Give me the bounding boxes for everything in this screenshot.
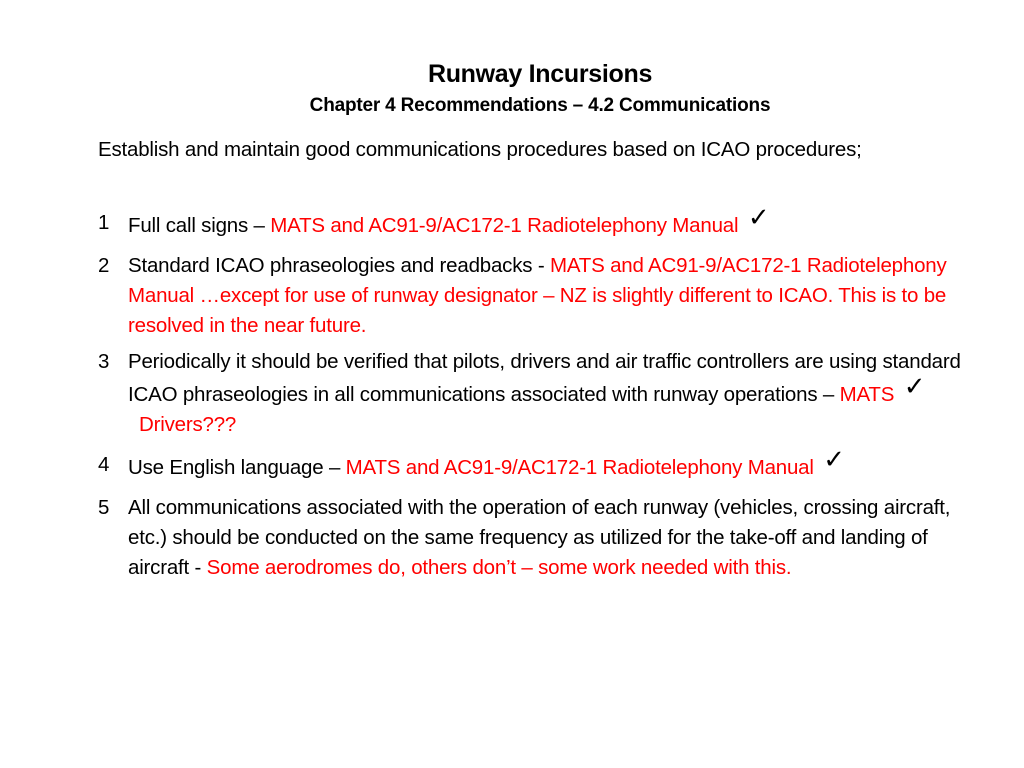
list-item: [98, 347, 988, 440]
item-text: Use English language –: [128, 456, 346, 479]
checkmark-icon: ✓: [747, 203, 770, 233]
slide-title: Runway Incursions: [427, 60, 653, 88]
list-item: [98, 493, 988, 583]
slide-subtitle: Chapter 4 Recommendations – 4.2 Communications: [309, 95, 771, 116]
item-status-text: Some aerodromes do, others don’t – some work needed with this.: [206, 556, 792, 579]
item-number: 4: [98, 453, 110, 476]
item-status-text: MATS and AC91-9/AC172-1 Radiotelephony Manual: [345, 456, 814, 479]
recommendation-list: [98, 203, 988, 589]
item-number: 2: [98, 254, 110, 277]
item-text: All communications associated with the operation of each runway (vehicles, crossing aircraft, etc.) should be conducted on the same frequency as utilized for the take-off and landing of aircraft -: [128, 496, 951, 579]
item-status-text: MATS: [839, 383, 895, 406]
checkmark-icon: ✓: [903, 372, 926, 402]
list-item: [98, 251, 988, 341]
item-number: 3: [98, 350, 110, 373]
item-text: Full call signs –: [128, 214, 271, 237]
list-item: [98, 203, 988, 241]
item-status-text: MATS and AC91-9/AC172-1 Radiotelephony Manual …except for use of runway designator – NZ is slightly different to ICAO. This is to be resolved in the near future.: [128, 254, 947, 337]
checkmark-icon: ✓: [823, 445, 845, 475]
item-number: 5: [98, 496, 110, 519]
list-item: [98, 445, 988, 483]
item-status-note: Drivers???: [139, 413, 237, 436]
item-number: 1: [98, 211, 110, 234]
item-status-text: MATS and AC91-9/AC172-1 Radiotelephony Manual: [270, 214, 739, 237]
item-text: Standard ICAO phraseologies and readbacks -: [128, 254, 550, 277]
intro-paragraph: Establish and maintain good communications procedures based on ICAO procedures;: [98, 138, 862, 161]
item-text: Periodically it should be verified that pilots, drivers and air traffic controllers are using standard ICAO phraseologies in all communications associated with runway operations –: [128, 350, 961, 406]
